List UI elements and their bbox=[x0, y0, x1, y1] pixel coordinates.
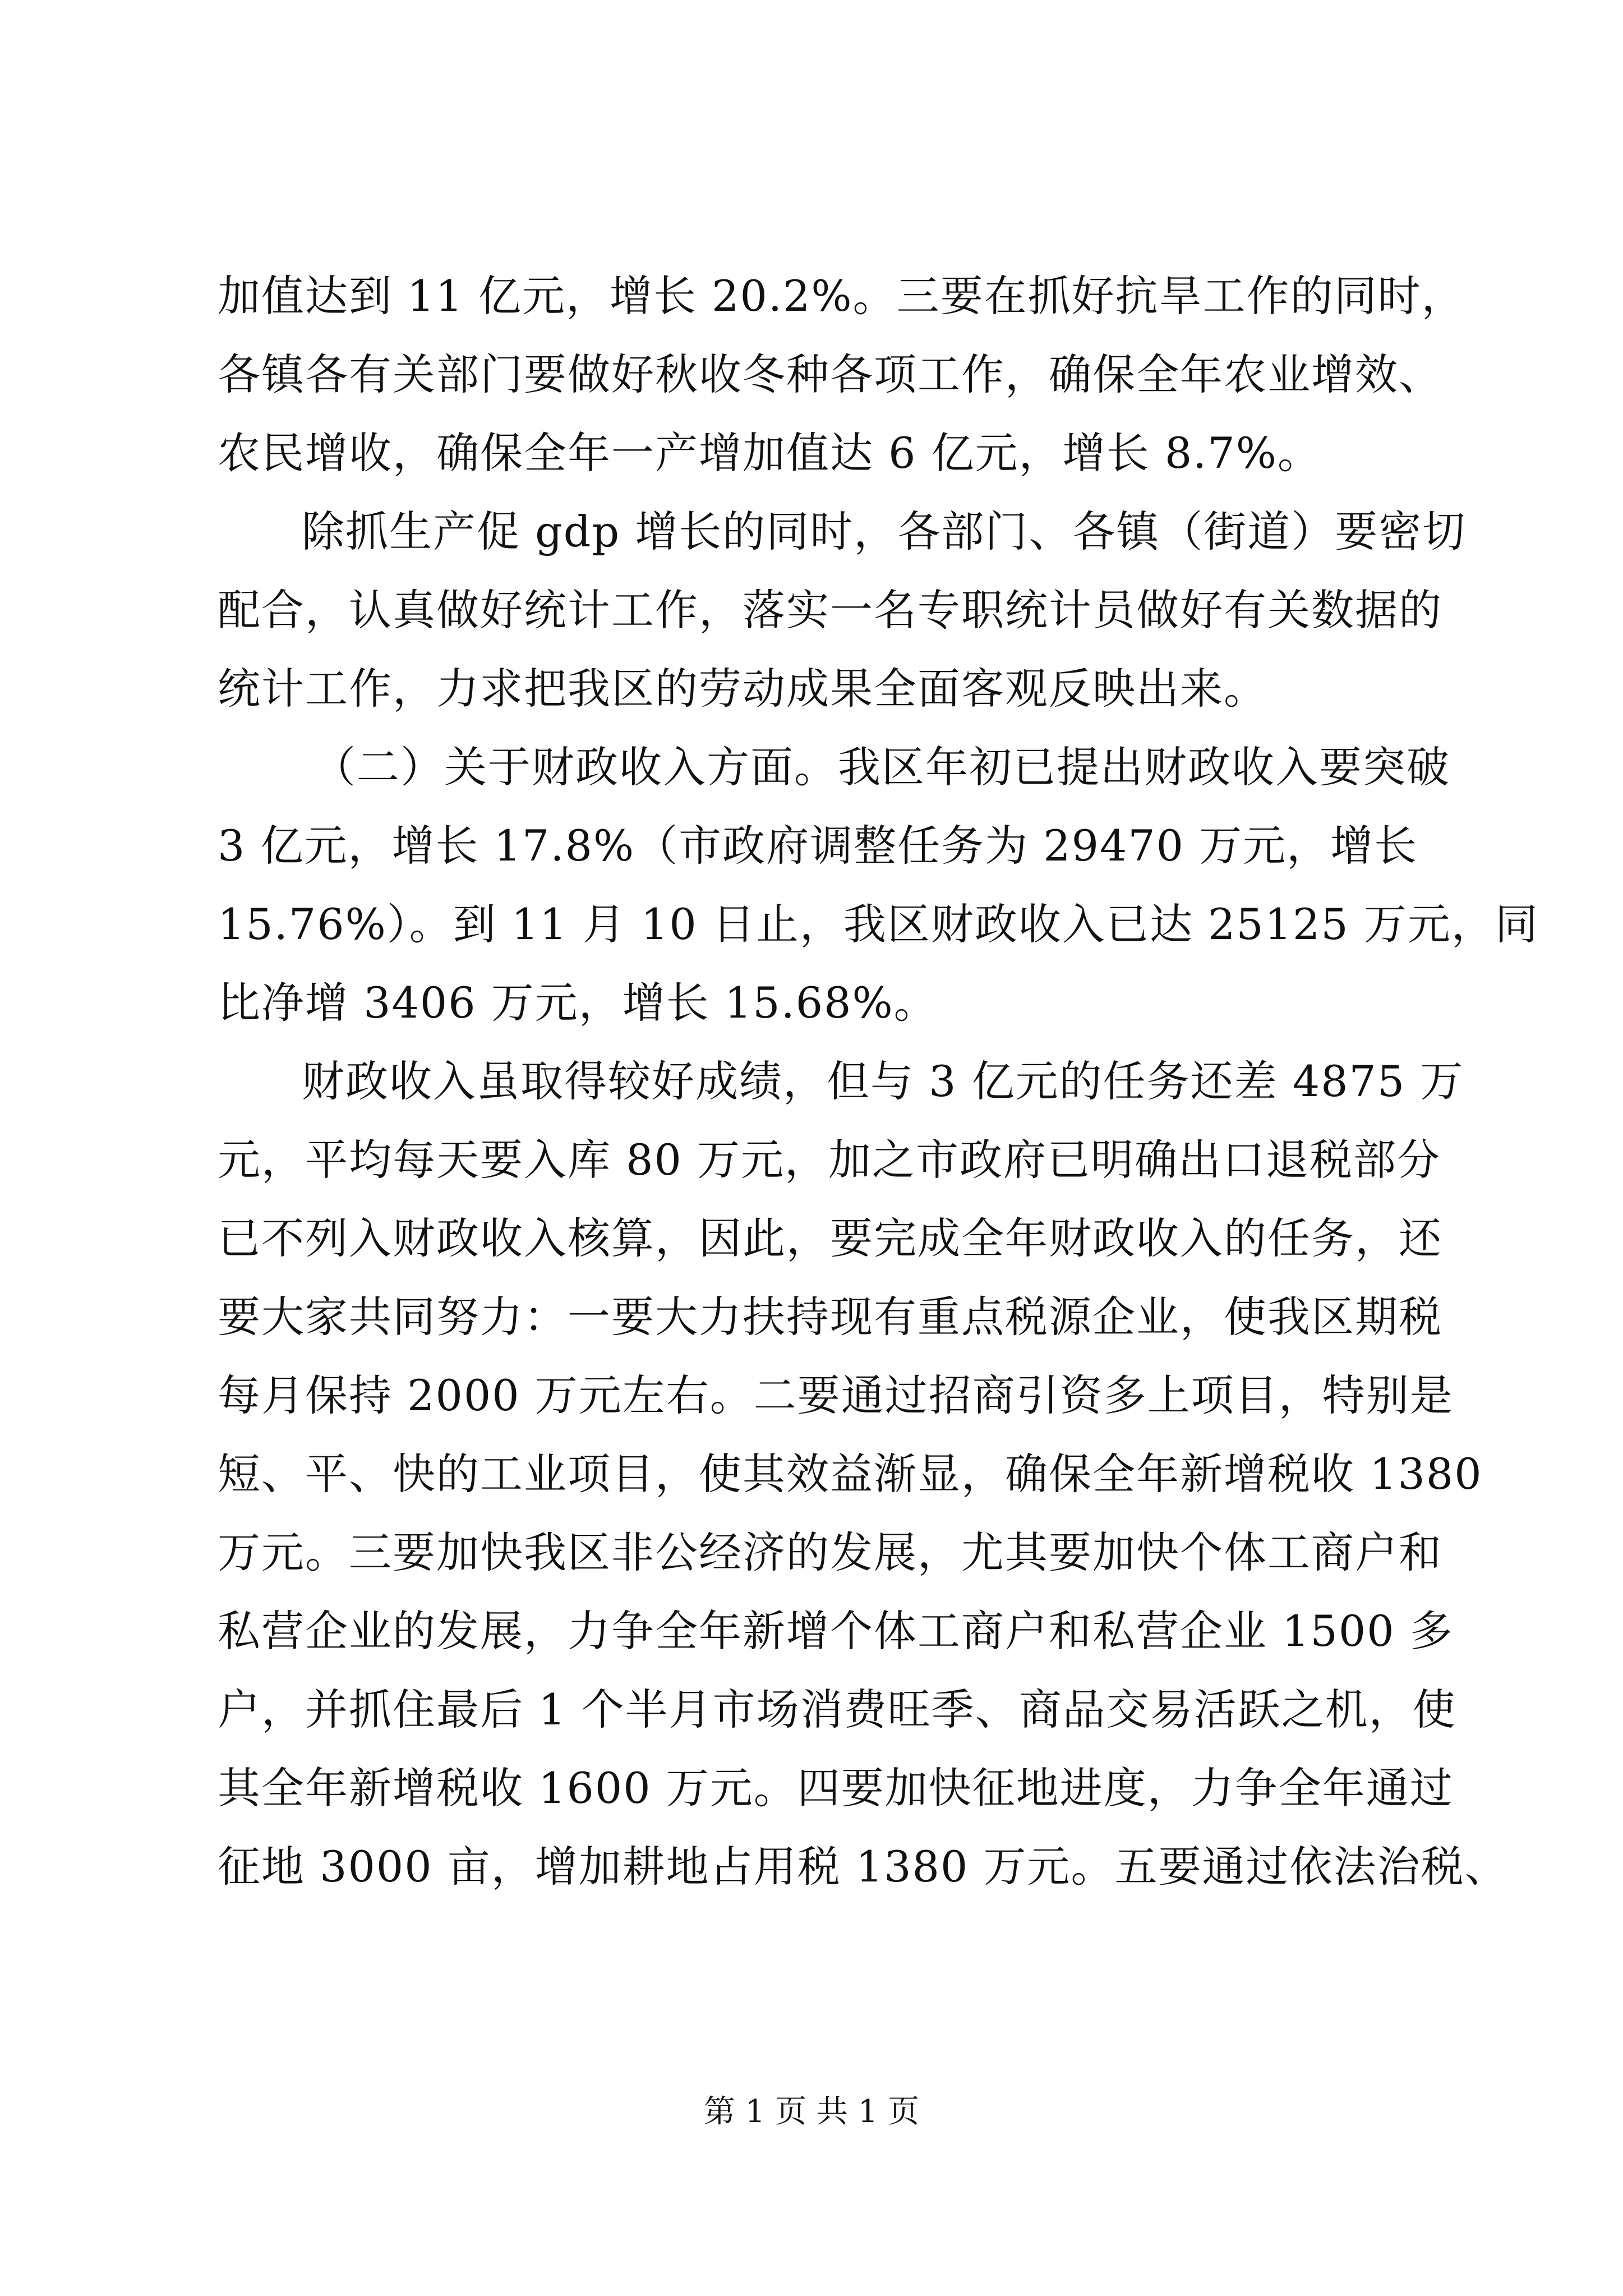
text-line: 其全年新增税收 1600 万元。四要加快征地进度，力争全年通过 bbox=[218, 1763, 1454, 1813]
text-line: 万元。三要加快我区非公经济的发展，尤其要加快个体工商户和 bbox=[218, 1527, 1442, 1577]
paragraph-start-line: 除抓生产促 gdp 增长的同时，各部门、各镇（街道）要密切 bbox=[302, 507, 1467, 556]
text-line: 统计工作，力求把我区的劳动成果全面客观反映出来。 bbox=[218, 664, 1267, 714]
page-footer bbox=[0, 2092, 1623, 2132]
text-line: 每月保持 2000 万元左右。二要通过招商引资多上项目，特别是 bbox=[218, 1370, 1454, 1420]
text-line: 加值达到 11 亿元，增长 20.2%。三要在抓好抗旱工作的同时， bbox=[218, 271, 1465, 321]
text-line: 短、平、快的工业项目，使其效益渐显，确保全年新增税收 1380 bbox=[218, 1449, 1483, 1499]
text-line: 户，并抓住最后 1 个半月市场消费旺季、商品交易活跃之机，使 bbox=[218, 1685, 1456, 1734]
text-line: 征地 3000 亩，增加耕地占用税 1380 万元。五要通过依法治税、 bbox=[218, 1842, 1509, 1892]
text-line: 要大家共同努力：一要大力扶持现有重点税源企业，使我区期税 bbox=[218, 1292, 1442, 1342]
text-line: 元，平均每天要入库 80 万元，加之市政府已明确出口退税部分 bbox=[218, 1135, 1441, 1185]
page-number-label: 第 1 页 共 1 页 bbox=[703, 2093, 920, 2130]
text-line: 15.76%）。到 11 月 10 日止，我区财政收入已达 25125 万元，同 bbox=[218, 899, 1539, 949]
text-line: 各镇各有关部门要做好秋收冬种各项工作，确保全年农业增效、 bbox=[218, 349, 1442, 399]
document-body bbox=[218, 257, 1539, 1906]
text-line: 比净增 3406 万元，增长 15.68%。 bbox=[218, 978, 938, 1028]
text-line: 配合，认真做好统计工作，落实一名专职统计员做好有关数据的 bbox=[218, 585, 1442, 635]
text-line: 3 亿元，增长 17.8%（市政府调整任务为 29470 万元，增长 bbox=[218, 821, 1418, 871]
text-line: 私营企业的发展，力争全年新增个体工商户和私营企业 1500 多 bbox=[218, 1606, 1454, 1656]
text-line: 已不列入财政收入核算，因此，要完成全年财政收入的任务，还 bbox=[218, 1213, 1442, 1263]
section-heading-line: （二）关于财政收入方面。我区年初已提出财政收入要突破 bbox=[313, 742, 1450, 792]
text-line: 农民增收，确保全年一产增加值达 6 亿元，增长 8.7%。 bbox=[218, 428, 1321, 478]
paragraph-start-line: 财政收入虽取得较好成绩，但与 3 亿元的任务还差 4875 万 bbox=[302, 1056, 1464, 1106]
